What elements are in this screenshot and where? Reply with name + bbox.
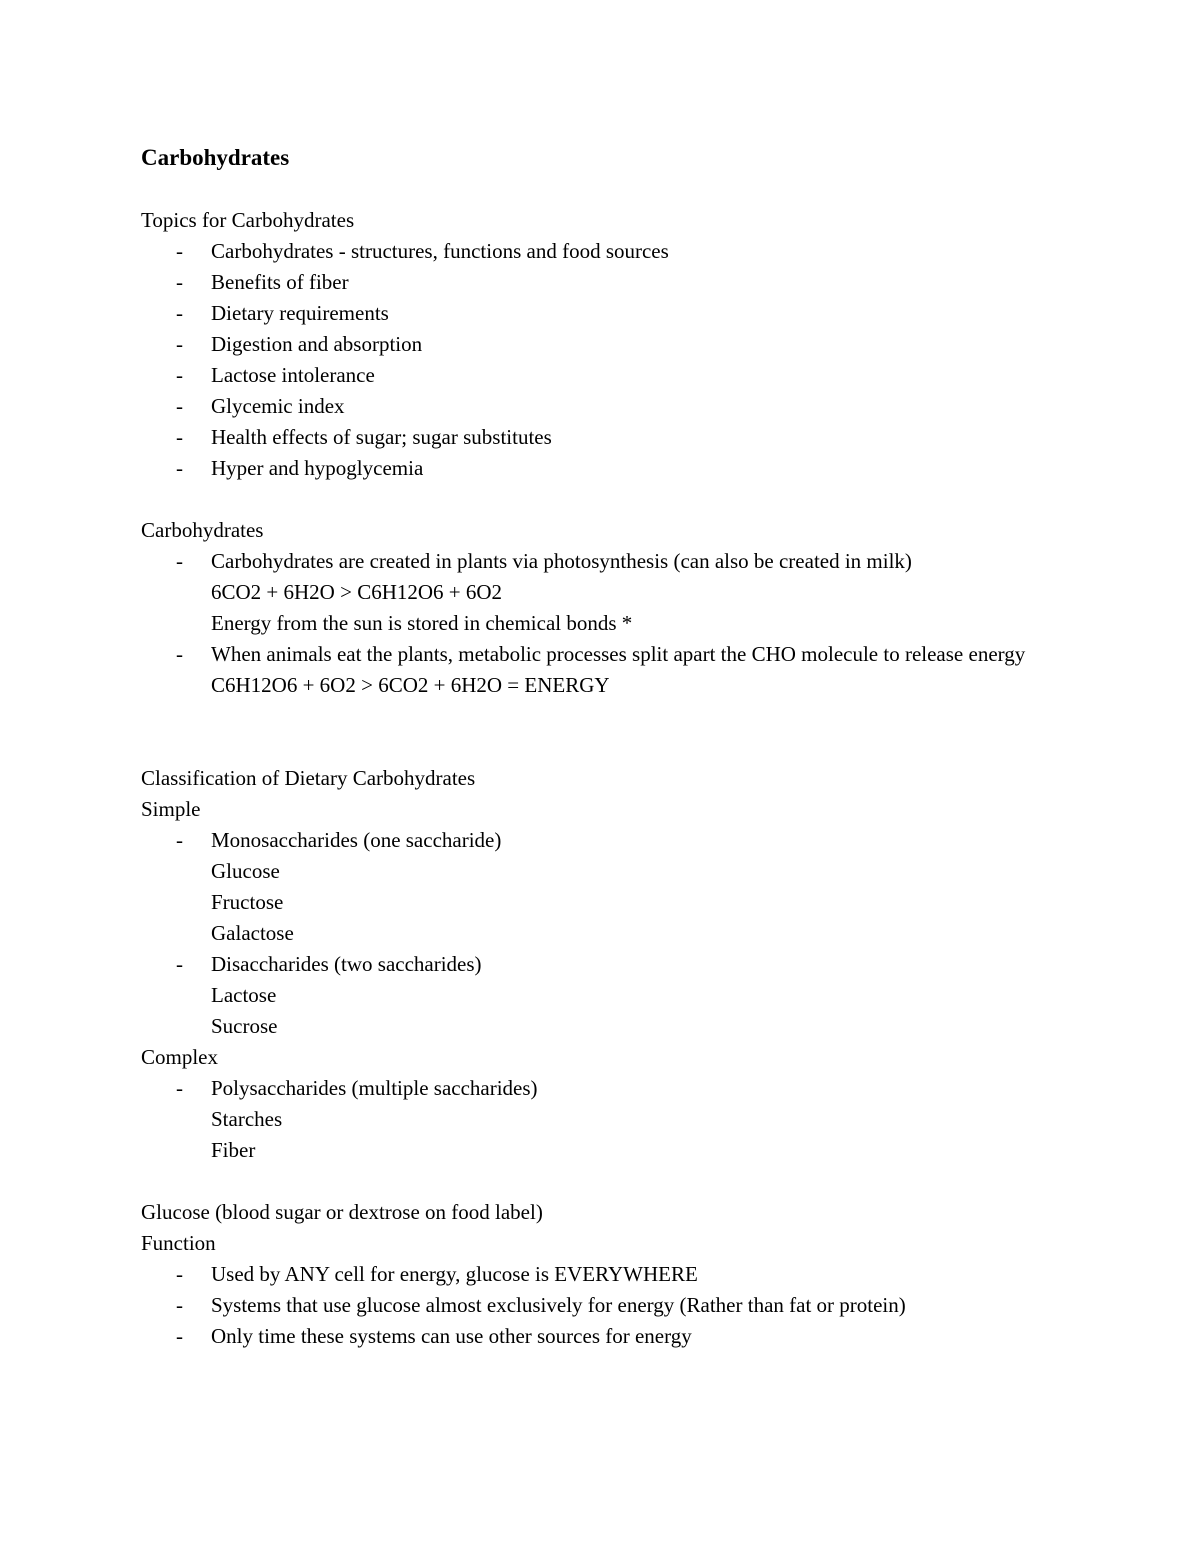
carbs-bullet-metabolism: When animals eat the plants, metabolic processes split apart the CHO molecule to release energy — [211, 642, 1026, 666]
document-page — [141, 142, 1081, 1352]
topic-item: Dietary requirements — [211, 301, 389, 325]
list-item — [141, 1259, 1081, 1290]
list-item — [141, 360, 1081, 391]
sub-item: Sucrose — [211, 1014, 278, 1038]
list-item — [141, 546, 1081, 577]
dash-marker: - — [176, 301, 183, 325]
topic-item: Carbohydrates - structures, functions and food sources — [211, 239, 669, 263]
carbs-heading: Carbohydrates — [141, 518, 264, 542]
function-label: Function — [141, 1231, 216, 1255]
dash-marker: - — [176, 1262, 183, 1286]
dash-marker: - — [176, 394, 183, 418]
dash-marker: - — [176, 1076, 183, 1100]
topic-item: Health effects of sugar; sugar substitutes — [211, 425, 552, 449]
list-item — [141, 1073, 1081, 1104]
dash-marker: - — [176, 828, 183, 852]
disaccharides-item: Disaccharides (two saccharides) — [211, 952, 482, 976]
carbs-bullet-photosynthesis: Carbohydrates are created in plants via photosynthesis (can also be created in milk) — [211, 549, 912, 573]
topic-item: Glycemic index — [211, 394, 345, 418]
spacer — [141, 701, 1081, 763]
list-item — [141, 298, 1081, 329]
sub-item: Fructose — [211, 890, 284, 914]
sub-item: Galactose — [211, 921, 294, 945]
list-item — [141, 329, 1081, 360]
topic-item: Benefits of fiber — [211, 270, 349, 294]
document-title: Carbohydrates — [141, 145, 290, 170]
sub-item: Lactose — [211, 983, 277, 1007]
list-item — [141, 949, 1081, 980]
topic-item: Lactose intolerance — [211, 363, 375, 387]
glucose-function-item: Only time these systems can use other sources for energy — [211, 1324, 692, 1348]
dash-marker: - — [176, 363, 183, 387]
topic-item: Digestion and absorption — [211, 332, 423, 356]
glucose-heading: Glucose (blood sugar or dextrose on food label) — [141, 1200, 543, 1224]
spacer — [141, 1166, 1081, 1197]
sub-item: Glucose — [211, 859, 280, 883]
spacer — [141, 484, 1081, 515]
dash-marker: - — [176, 952, 183, 976]
topic-item: Hyper and hypoglycemia — [211, 456, 424, 480]
respiration-equation: C6H12O6 + 6O2 > 6CO2 + 6H2O = ENERGY — [211, 673, 610, 697]
topics-heading: Topics for Carbohydrates — [141, 208, 355, 232]
dash-marker: - — [176, 270, 183, 294]
sub-item: Fiber — [211, 1138, 256, 1162]
list-item — [141, 1290, 1081, 1321]
dash-marker: - — [176, 239, 183, 263]
sub-item: Starches — [211, 1107, 283, 1131]
monosaccharides-item: Monosaccharides (one saccharide) — [211, 828, 502, 852]
dash-marker: - — [176, 642, 183, 666]
dash-marker: - — [176, 1324, 183, 1348]
list-item — [141, 825, 1081, 856]
dash-marker: - — [176, 456, 183, 480]
dash-marker: - — [176, 549, 183, 573]
glucose-function-item: Used by ANY cell for energy, glucose is EVERYWHERE — [211, 1262, 698, 1286]
list-item — [141, 1321, 1081, 1352]
simple-label: Simple — [141, 797, 201, 821]
list-item — [141, 422, 1081, 453]
dash-marker: - — [176, 332, 183, 356]
list-item — [141, 391, 1081, 422]
list-item — [141, 236, 1081, 267]
photosynthesis-equation: 6CO2 + 6H2O > C6H12O6 + 6O2 — [211, 580, 503, 604]
energy-note: Energy from the sun is stored in chemical bonds * — [211, 611, 633, 635]
polysaccharides-item: Polysaccharides (multiple saccharides) — [211, 1076, 538, 1100]
dash-marker: - — [176, 425, 183, 449]
glucose-function-item: Systems that use glucose almost exclusively for energy (Rather than fat or protein) — [211, 1293, 906, 1317]
list-item — [141, 453, 1081, 484]
list-item — [141, 267, 1081, 298]
complex-label: Complex — [141, 1045, 218, 1069]
dash-marker: - — [176, 1293, 183, 1317]
list-item — [141, 639, 1081, 670]
classification-heading: Classification of Dietary Carbohydrates — [141, 766, 476, 790]
